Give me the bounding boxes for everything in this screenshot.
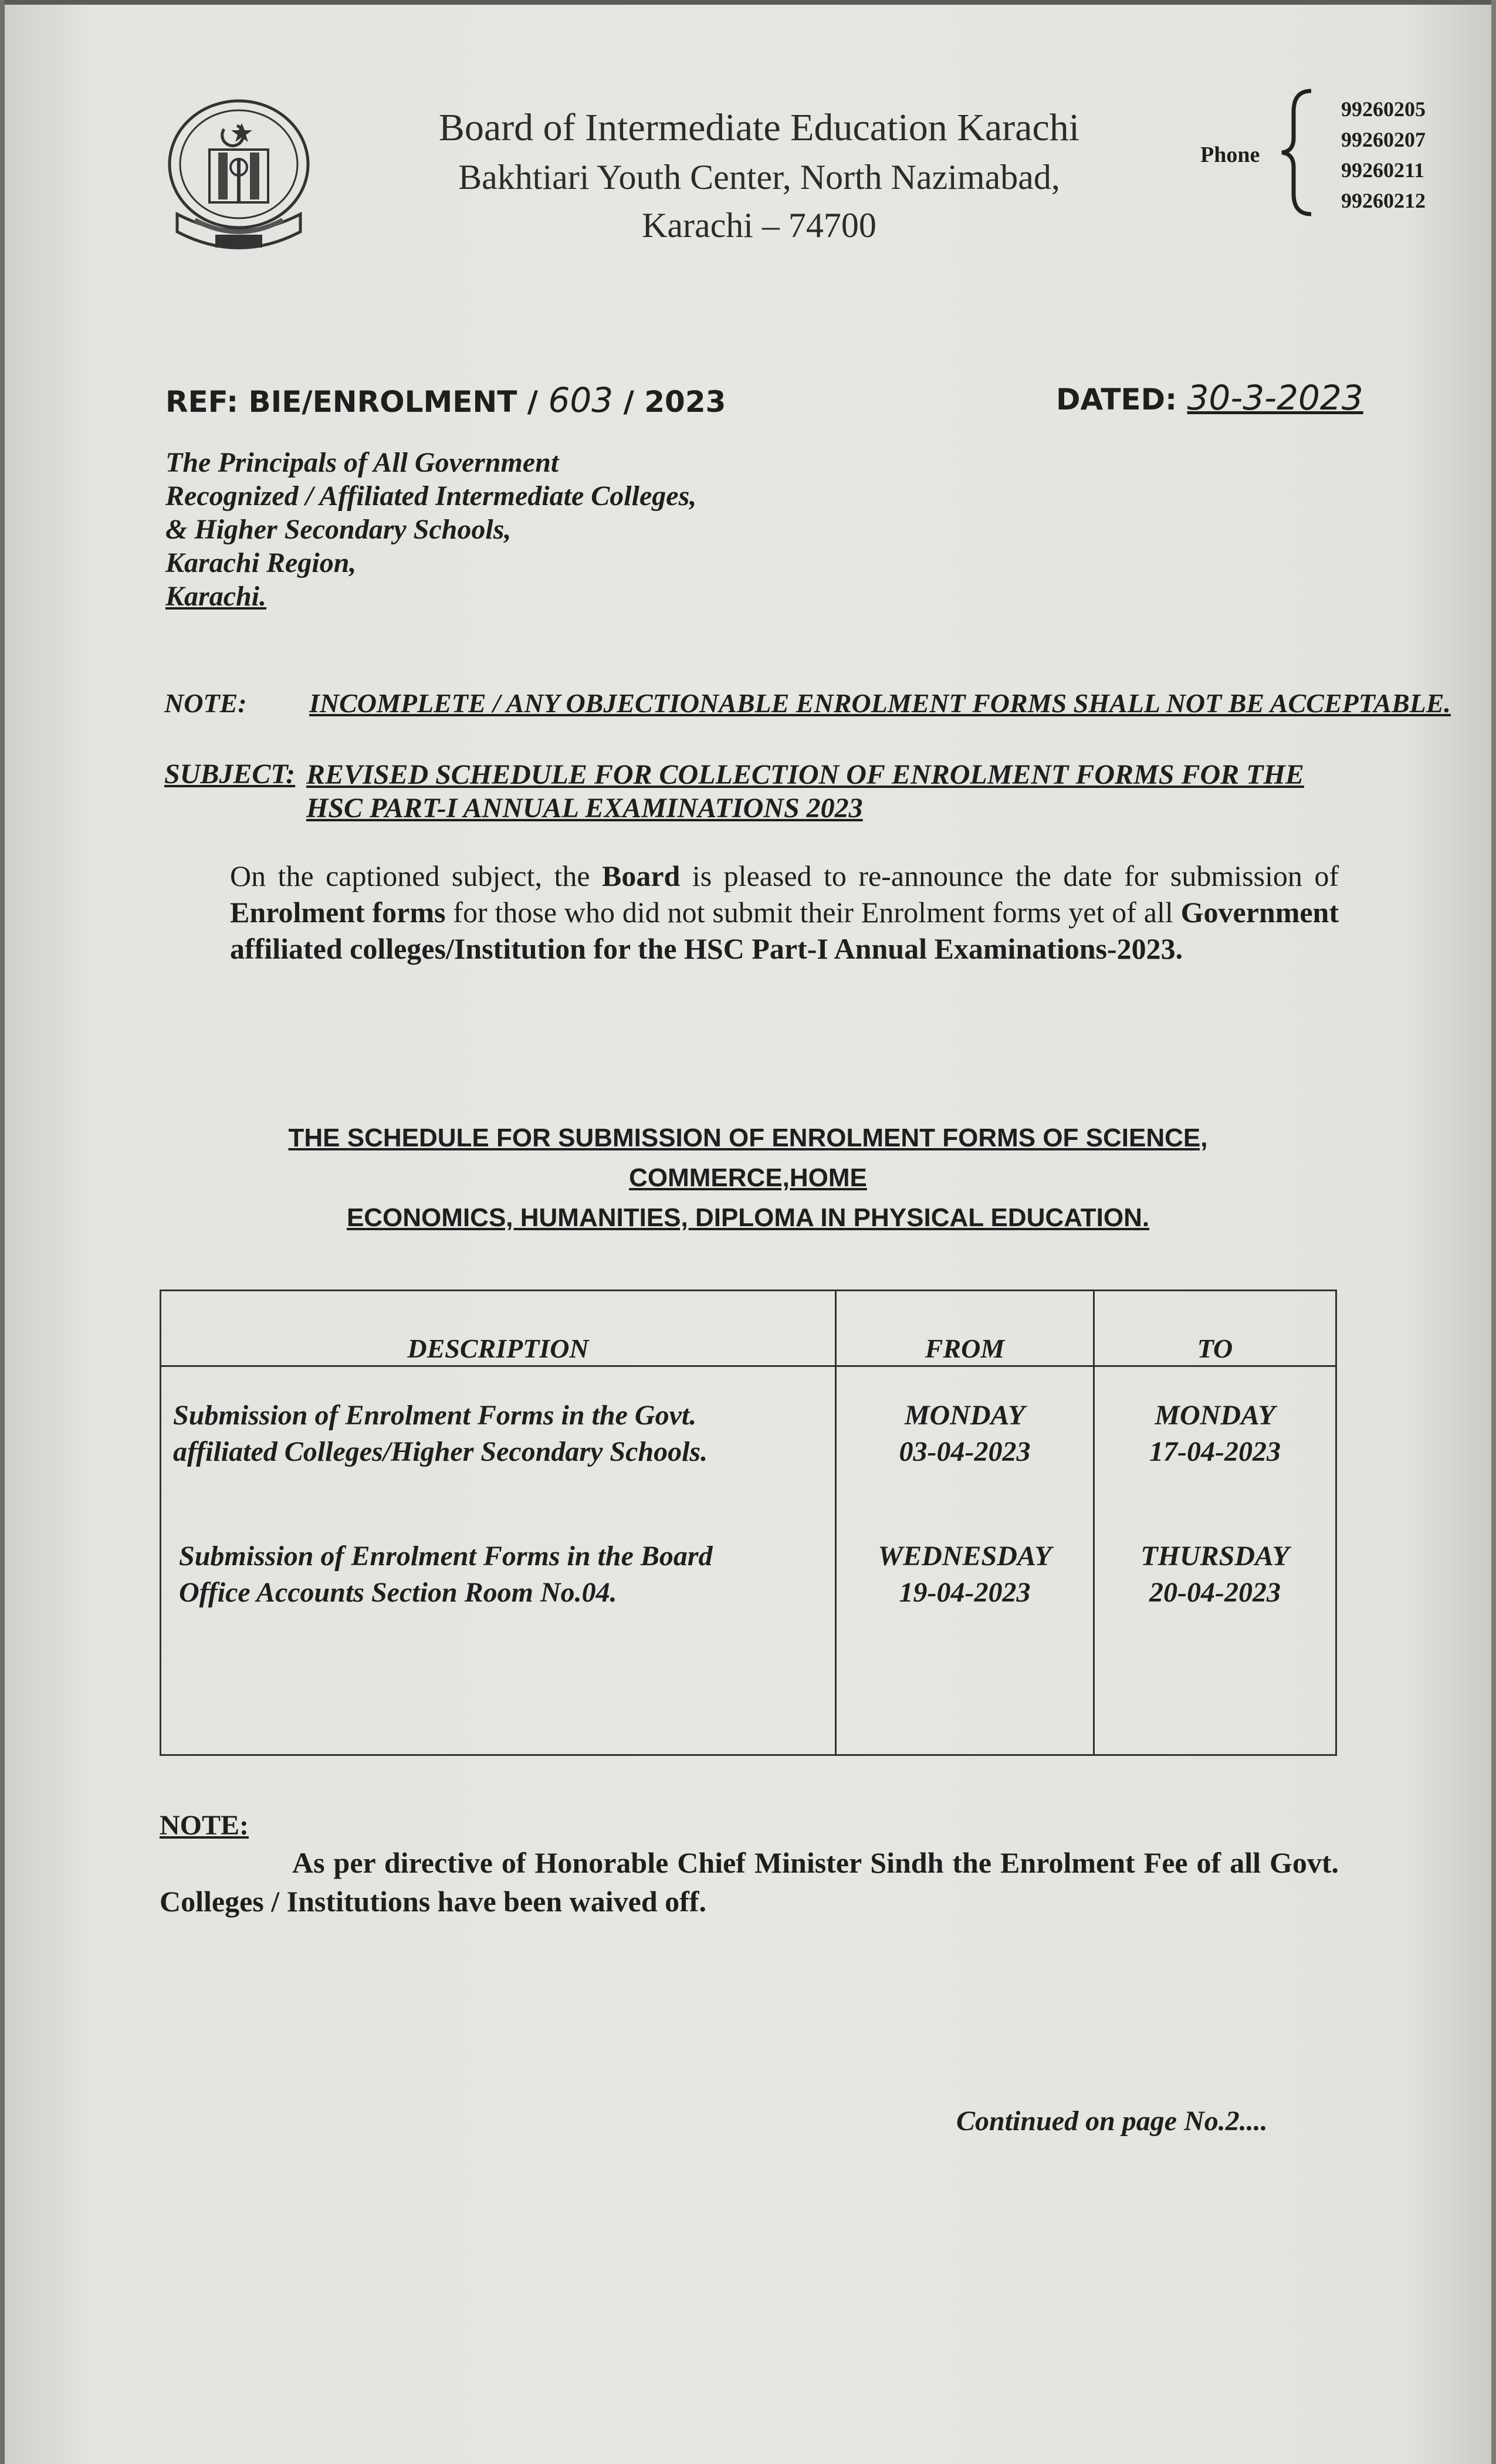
dated-label: DATED: [1056, 383, 1177, 417]
addressee-line: Karachi. [165, 581, 267, 612]
curly-brace-icon [1279, 88, 1320, 217]
from-day: MONDAY [904, 1400, 1025, 1431]
from-date-block [837, 1538, 1093, 1679]
desc-line: Submission of Enrolment Forms in the Board [179, 1541, 713, 1572]
from-day: WEDNESDAY [878, 1541, 1052, 1572]
body-text: for those who did not submit their Enrolment forms yet of all [445, 896, 1181, 929]
body-bold: Enrolment forms [230, 896, 446, 929]
addressee-line: & Higher Secondary Schools, [165, 514, 512, 545]
body-bold: Government affiliated colleges/Institution for the HSC Part-I Annual Examinations-2023. [230, 896, 1339, 965]
phone-number: 99260212 [1341, 189, 1426, 212]
body-paragraph [230, 858, 1339, 967]
note-label: NOTE: [164, 688, 247, 718]
table-row-description [161, 1397, 835, 1538]
continued-note: Continued on page No.2.... [956, 2106, 1268, 2137]
from-cell [836, 1366, 1094, 1755]
ref-prefix: REF: BIE/ENROLMENT / [165, 385, 539, 419]
description-cell [161, 1366, 836, 1755]
to-day: MONDAY [1155, 1400, 1275, 1431]
ref-number: 603 [548, 380, 614, 420]
schedule-table [160, 1289, 1337, 1756]
subject-label: SUBJECT: [164, 759, 296, 790]
desc-line: Office Accounts Section Room No.04. [179, 1577, 617, 1608]
column-header: FROM [836, 1291, 1094, 1366]
phone-label: Phone [1200, 143, 1260, 167]
note-bottom-label: NOTE: [160, 1810, 249, 1841]
body-bold: Board [602, 859, 681, 892]
org-address-line1: Bakhtiari Youth Center, North Nazimabad, [458, 158, 1060, 197]
scan-edge-left [0, 0, 5, 2464]
addressee-line: The Principals of All Government [165, 447, 559, 478]
dated-value: 30-3-2023 [1187, 378, 1363, 418]
addressee-block [165, 446, 696, 613]
from-date-block [837, 1397, 1093, 1538]
column-header: TO [1094, 1291, 1336, 1366]
to-date-block [1095, 1397, 1335, 1538]
phone-number: 99260205 [1341, 97, 1426, 121]
subject-text: REVISED SCHEDULE FOR COLLECTION OF ENROLMENT FORMS FOR THE HSC PART-I ANNUAL EXAMINATIONS 2023 [306, 759, 1304, 824]
body-text: On the captioned subject, the [230, 859, 603, 892]
scan-edge-right [1491, 0, 1496, 2464]
addressee-line: Karachi Region, [165, 547, 357, 578]
table-header-row [161, 1291, 1336, 1366]
column-header: DESCRIPTION [161, 1291, 836, 1366]
schedule-heading-line: ECONOMICS, HUMANITIES, DIPLOMA IN PHYSICAL EDUCATION. [346, 1203, 1150, 1232]
addressee-line: Recognized / Affiliated Intermediate Colleges, [165, 480, 697, 512]
table-body-row [161, 1366, 1336, 1755]
ref-suffix: / 2023 [623, 385, 726, 419]
dated-line [1056, 378, 1363, 418]
from-date: 19-04-2023 [899, 1577, 1031, 1608]
scan-edge-top [0, 0, 1496, 5]
phone-number: 99260207 [1341, 128, 1426, 151]
desc-line: affiliated Colleges/Higher Secondary Schools. [173, 1436, 708, 1467]
note-text: INCOMPLETE / ANY OBJECTIONABLE ENROLMENT FORMS SHALL NOT BE ACCEPTABLE. [309, 688, 1451, 718]
note-bottom-text: As per directive of Honorable Chief Minister Sindh the Enrolment Fee of all Govt. Colleges / Institutions have been waived off. [160, 1846, 1339, 1918]
desc-line: Submission of Enrolment Forms in the Govt. [173, 1400, 697, 1431]
reference-line [165, 380, 726, 420]
phone-number: 99260211 [1341, 158, 1425, 182]
to-date: 17-04-2023 [1149, 1436, 1281, 1467]
phone-numbers [1341, 94, 1426, 216]
from-date: 03-04-2023 [899, 1436, 1031, 1467]
org-name: Board of Intermediate Education Karachi [438, 106, 1080, 149]
to-cell [1094, 1366, 1336, 1755]
org-address-line2: Karachi – 74700 [642, 206, 876, 245]
schedule-heading [176, 1118, 1320, 1238]
to-day: THURSDAY [1140, 1541, 1289, 1572]
table-row-description [161, 1538, 835, 1679]
body-text: is pleased to re-announce the date for submission of [680, 859, 1339, 892]
to-date: 20-04-2023 [1149, 1577, 1281, 1608]
board-logo [154, 94, 324, 264]
to-date-block [1095, 1538, 1335, 1679]
schedule-heading-line: THE SCHEDULE FOR SUBMISSION OF ENROLMENT FORMS OF SCIENCE, COMMERCE,HOME [288, 1123, 1208, 1192]
